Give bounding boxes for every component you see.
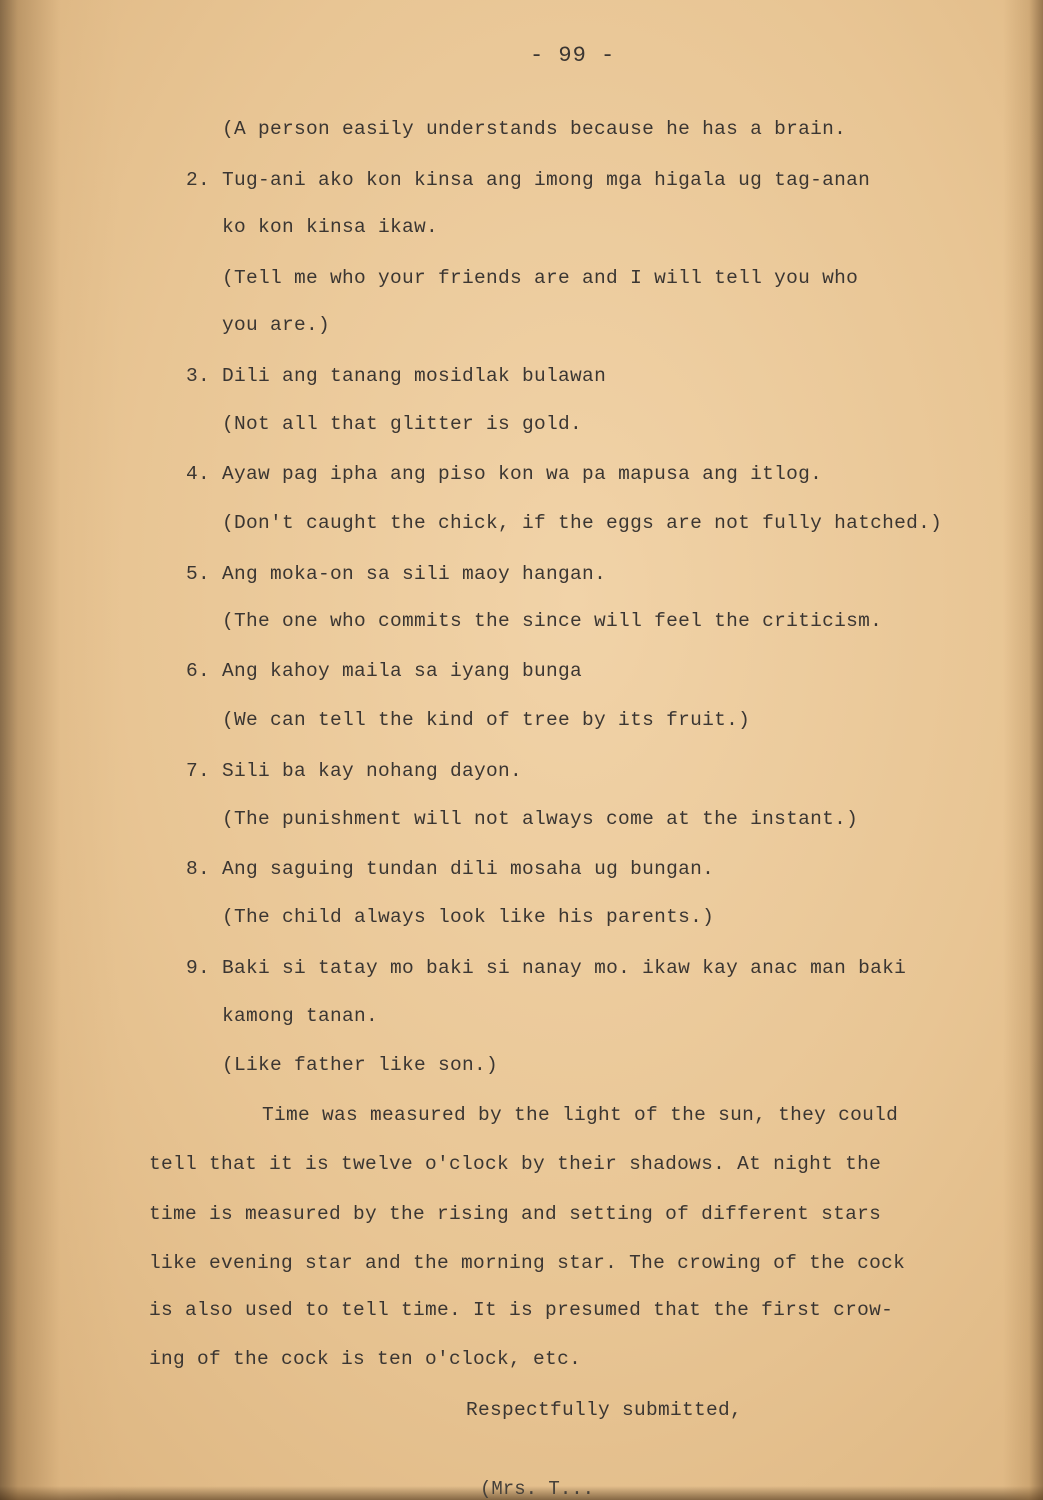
text-line: Time was measured by the light of the sun, they could	[262, 1104, 899, 1126]
text-line: 4. Ayaw pag ipha ang piso kon wa pa mapusa ang itlog.	[186, 463, 823, 485]
text-line: kamong tanan.	[222, 1005, 379, 1027]
text-line: 9. Baki si tatay mo baki si nanay mo. ikaw kay anac man baki	[186, 957, 907, 979]
text-line: 5. Ang moka-on sa sili maoy hangan.	[186, 563, 607, 585]
text-line: ing of the cock is ten o'clock, etc.	[149, 1348, 582, 1370]
text-line: (The one who commits the since will feel the criticism.	[222, 610, 883, 632]
text-line: (Don't caught the chick, if the eggs are not fully hatched.)	[222, 512, 943, 534]
text-line: is also used to tell time. It is presumed that the first crow-	[149, 1299, 894, 1321]
text-line: like evening star and the morning star. The crowing of the cock	[149, 1252, 906, 1274]
text-line: (A person easily understands because he has a brain.	[222, 118, 847, 140]
text-line: 2. Tug-ani ako kon kinsa ang imong mga higala ug tag-anan	[186, 169, 871, 191]
text-line: you are.)	[222, 314, 331, 336]
text-line: 7. Sili ba kay nohang dayon.	[186, 760, 523, 782]
text-line: (The child always look like his parents.)	[222, 906, 715, 928]
closing-line: Respectfully submitted,	[466, 1399, 743, 1421]
text-line: time is measured by the rising and setting of different stars	[149, 1203, 882, 1225]
text-line: (We can tell the kind of tree by its fruit.)	[222, 709, 751, 731]
text-line: 3. Dili ang tanang mosidlak bulawan	[186, 365, 607, 387]
text-line: 8. Ang saguing tundan dili mosaha ug bungan.	[186, 858, 715, 880]
text-line: (Tell me who your friends are and I will tell you who	[222, 267, 859, 289]
text-line: (Like father like son.)	[222, 1054, 499, 1076]
text-line: 6. Ang kahoy maila sa iyang bunga	[186, 660, 583, 682]
signature-partial: (Mrs. T...	[480, 1478, 595, 1500]
text-line: (The punishment will not always come at the instant.)	[222, 808, 859, 830]
text-line: ko kon kinsa ikaw.	[222, 216, 439, 238]
page-number: - 99 -	[530, 43, 616, 68]
text-line: (Not all that glitter is gold.	[222, 413, 583, 435]
text-line: tell that it is twelve o'clock by their shadows. At night the	[149, 1153, 882, 1175]
